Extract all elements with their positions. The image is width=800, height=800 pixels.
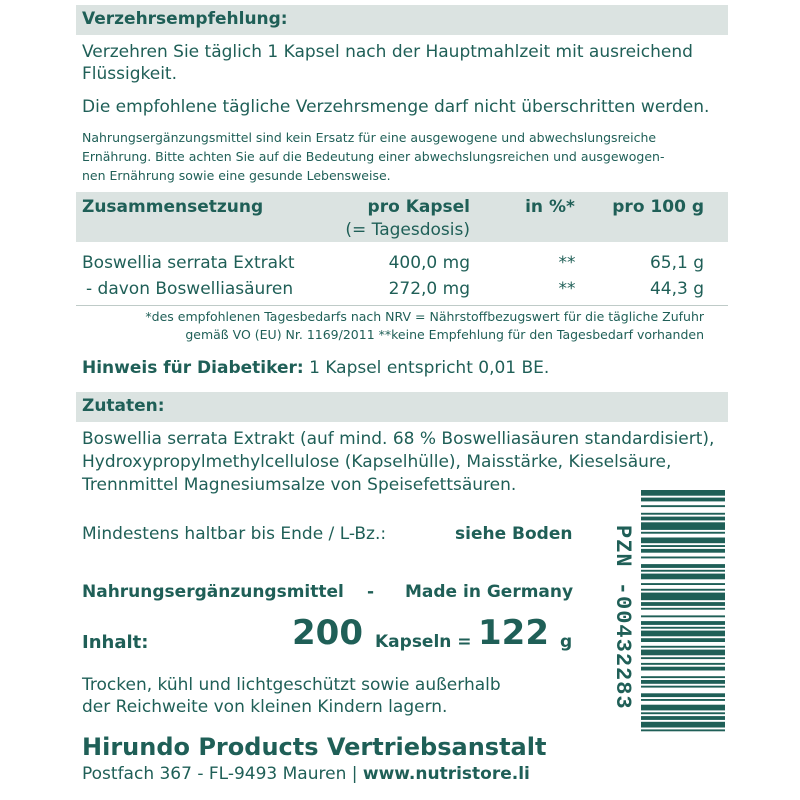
content-count: 200 — [292, 613, 363, 653]
company-address: Postfach 367 - FL-9493 Mauren | — [82, 764, 363, 784]
barcode-bar — [641, 646, 725, 648]
pzn-text: PZN -00432283 — [610, 525, 635, 710]
barcode-bar — [641, 517, 725, 521]
barcode-bar — [641, 686, 725, 688]
barcode-bar — [641, 593, 725, 601]
composition-header-per-capsule: pro Kapsel — [367, 197, 470, 217]
storage-line-1: Trocken, kühl und lichtgeschützt sowie außerhalb — [82, 675, 501, 695]
usage-line-2: Die empfohlene tägliche Verzehrsmenge darf nicht überschritten werden. — [82, 97, 710, 117]
barcode-bar — [641, 564, 725, 568]
ingredients-heading-band — [76, 392, 728, 422]
barcode-bar — [641, 602, 725, 606]
barcode-bar — [641, 712, 725, 714]
ingredients-line-1: Boswellia serrata Extrakt (auf mind. 68 % Boswelliasäuren standardisiert), — [82, 429, 715, 449]
composition-header-name: Zusammensetzung — [82, 197, 264, 217]
barcode-bar — [641, 589, 725, 591]
barcode-bar — [641, 722, 725, 728]
diabetic-label: Hinweis für Diabetiker: — [82, 358, 304, 378]
diabetic-note — [82, 358, 549, 378]
barcode-bar — [641, 532, 725, 534]
product-type: Nahrungsergänzungsmittel — [82, 582, 344, 602]
pzn-label — [605, 520, 645, 760]
diabetic-text: 1 Kapsel entspricht 0,01 BE. — [309, 358, 550, 378]
composition-footnote-1: *des empfohlenen Tagesbedarfs nach NRV = Nährstoffbezugswert für die tägliche Zufuhr — [145, 309, 704, 324]
barcode-bar — [641, 570, 725, 572]
barcode-bar — [641, 498, 725, 502]
barcode-bar — [641, 557, 725, 559]
content-weight-unit: g — [560, 632, 573, 652]
composition-header-percent: in %* — [525, 197, 575, 217]
best-before-value: siehe Boden — [455, 524, 573, 544]
barcode-bar — [641, 716, 725, 720]
barcode-bar — [641, 608, 725, 610]
barcode-bar — [641, 631, 725, 637]
composition-row-2-per-100g: 44,3 g — [649, 279, 704, 299]
composition-row-1-per-100g: 65,1 g — [649, 253, 704, 273]
usage-line-1-cont: Flüssigkeit. — [82, 64, 177, 84]
usage-line-1: Verzehren Sie täglich 1 Kapsel nach der Hauptmahlzeit mit ausreichend — [82, 42, 693, 62]
barcode-bar — [641, 574, 725, 580]
best-before-label: Mindestens haltbar bis Ende / L-Bz.: — [82, 524, 387, 544]
composition-row-2-name: - davon Boswelliasäuren — [86, 279, 294, 299]
composition-row-2-per-capsule: 272,0 mg — [388, 279, 470, 299]
barcode-bar — [641, 638, 725, 642]
composition-header-per-capsule-sub: (= Tagesdosis) — [345, 220, 470, 240]
composition-row-1-name: Boswellia serrata Extrakt — [82, 253, 295, 273]
barcode-bar — [641, 729, 725, 731]
barcode-bar — [641, 549, 725, 553]
usage-heading: Verzehrsempfehlung: — [82, 9, 288, 29]
barcode-bar — [641, 545, 725, 547]
usage-note-3: nen Ernährung sowie eine gesunde Lebensweise. — [82, 168, 391, 183]
barcode-bar — [641, 513, 725, 515]
usage-note-1: Nahrungsergänzungsmittel sind kein Ersatz für eine ausgewogene und abwechslungsreiche — [82, 130, 657, 145]
usage-note-2: Ernährung. Bitte achten Sie auf die Bedeutung einer abwechslungsreichen und ausgewogen- — [82, 149, 665, 164]
barcode-bar — [641, 699, 725, 701]
barcode — [641, 488, 725, 788]
composition-row-1-percent: ** — [558, 253, 576, 273]
content-unit: Kapseln = — [375, 632, 472, 652]
company-website-link[interactable]: www.nutristore.li — [362, 764, 530, 784]
content-weight: 122 — [478, 613, 549, 653]
barcode-bar — [641, 621, 725, 625]
product-dash: - — [367, 582, 375, 602]
product-origin: Made in Germany — [405, 582, 574, 602]
company-name: Hirundo Products Vertriebsanstalt — [82, 733, 547, 761]
barcode-bar — [641, 650, 725, 656]
barcode-bar — [641, 490, 725, 496]
barcode-bar — [641, 627, 725, 629]
barcode-bar — [641, 693, 725, 697]
content-label: Inhalt: — [82, 632, 149, 653]
composition-header-per-100g: pro 100 g — [612, 197, 704, 217]
ingredients-line-2: Hydroxypropylmethylcellulose (Kapselhülle), Maisstärke, Kieselsäure, — [82, 452, 672, 472]
barcode-bar — [641, 505, 725, 507]
barcode-bar — [641, 667, 725, 671]
ingredients-line-3: Trennmittel Magnesiumsalze von Speisefettsäuren. — [82, 475, 517, 495]
composition-row-1-per-capsule: 400,0 mg — [388, 253, 470, 273]
ingredients-heading: Zutaten: — [82, 396, 165, 416]
barcode-bar — [641, 538, 725, 544]
composition-divider — [76, 305, 728, 306]
barcode-bar — [641, 522, 725, 530]
barcode-bar — [641, 680, 725, 684]
barcode-bar — [641, 663, 725, 665]
composition-row-2-percent: ** — [558, 279, 576, 299]
composition-footnote-2: gemäß VO (EU) Nr. 1169/2011 **keine Empfehlung für den Tagesbedarf vorhanden — [185, 327, 704, 342]
barcode-bar — [641, 583, 725, 585]
barcode-bar — [641, 615, 725, 617]
company-address-line — [82, 764, 530, 784]
storage-line-2: der Reichweite von kleinen Kindern lagern. — [82, 697, 448, 717]
barcode-bar — [641, 705, 725, 711]
barcode-bar — [641, 676, 725, 678]
barcode-bar — [641, 657, 725, 659]
